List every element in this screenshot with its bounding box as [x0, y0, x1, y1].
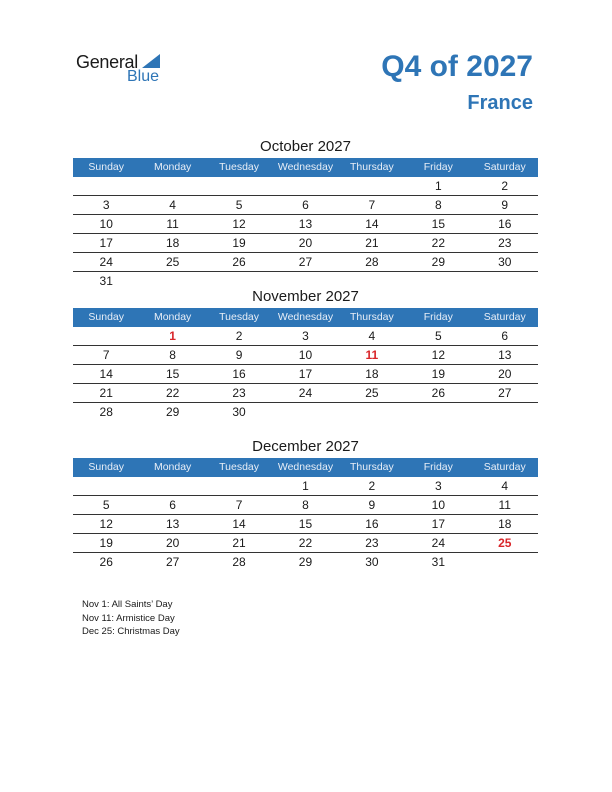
day-cell: 20	[165, 536, 180, 550]
weekday-label: Monday	[153, 461, 192, 473]
day-cell: 13	[165, 517, 180, 531]
week-row	[73, 215, 538, 234]
week-row	[73, 365, 538, 384]
day-cell	[206, 477, 272, 495]
weekday-label: Friday	[423, 311, 453, 323]
holiday-note: Dec 25: Christmas Day	[82, 626, 180, 637]
weekday-label: Wednesday	[277, 161, 334, 173]
weekday-label: Sunday	[88, 461, 125, 473]
day-cell	[472, 403, 538, 422]
day-cell: 19	[431, 367, 445, 381]
day-cell: 30	[365, 555, 379, 569]
day-cell: 8	[302, 498, 309, 512]
day-cell: 16	[232, 367, 246, 381]
holiday-notes	[82, 598, 180, 639]
day-cell	[139, 177, 205, 195]
day-cell	[206, 177, 272, 195]
day-cell: 17	[431, 517, 445, 531]
day-cell: 12	[99, 517, 113, 531]
day-cell: 6	[302, 198, 309, 212]
weekday-label: Sunday	[88, 311, 125, 323]
weekday-label: Saturday	[483, 161, 526, 173]
day-cell: 23	[365, 536, 379, 550]
day-cell: 21	[365, 236, 379, 250]
day-cell: 15	[165, 367, 180, 381]
day-cell: 3	[302, 329, 309, 343]
day-cell: 20	[498, 367, 512, 381]
holiday-day-cell: 1	[169, 329, 176, 343]
weekday-label: Monday	[153, 161, 192, 173]
weekday-label: Wednesday	[277, 461, 334, 473]
day-cell: 16	[365, 517, 379, 531]
week-row	[73, 496, 538, 515]
week-row	[73, 253, 538, 272]
day-cell	[73, 177, 139, 195]
week-row	[73, 177, 538, 196]
weekday-label: Tuesday	[219, 311, 259, 323]
weekday-label: Thursday	[350, 311, 394, 323]
day-cell: 19	[99, 536, 113, 550]
day-cell: 31	[431, 555, 445, 569]
weekday-label: Sunday	[88, 161, 125, 173]
day-cell: 2	[368, 479, 376, 493]
week-row	[73, 234, 538, 253]
weekday-header	[73, 158, 538, 177]
day-cell: 26	[99, 555, 113, 569]
day-cell: 7	[368, 198, 376, 212]
weekday-label: Thursday	[350, 161, 394, 173]
day-cell: 14	[365, 217, 379, 231]
day-cell: 10	[431, 498, 445, 512]
week-row	[73, 534, 538, 553]
day-cell: 14	[232, 517, 246, 531]
weekday-label: Saturday	[483, 461, 526, 473]
day-cell: 28	[99, 405, 113, 419]
day-cell	[339, 177, 405, 195]
day-cell: 23	[498, 236, 512, 250]
day-cell	[405, 403, 471, 422]
logo-general-text: General	[76, 52, 138, 72]
month-calendar	[73, 136, 538, 291]
day-cell	[272, 403, 338, 422]
month-calendar	[73, 286, 538, 422]
day-cell: 18	[498, 517, 512, 531]
week-row	[73, 196, 538, 215]
week-row	[73, 346, 538, 365]
day-cell: 29	[298, 555, 313, 569]
weekday-label: Friday	[423, 461, 453, 473]
day-cell: 23	[232, 386, 246, 400]
holiday-day-cell: 25	[498, 536, 512, 550]
day-cell: 4	[169, 198, 176, 212]
week-row	[73, 327, 538, 346]
day-cell: 20	[298, 236, 313, 250]
day-cell: 12	[232, 217, 246, 231]
day-cell: 24	[298, 386, 313, 400]
weekday-label: Monday	[153, 311, 192, 323]
day-cell: 24	[431, 536, 445, 550]
day-cell: 15	[298, 517, 313, 531]
day-cell: 19	[232, 236, 246, 250]
day-cell: 3	[434, 479, 442, 493]
holiday-day-cell: 11	[365, 348, 379, 362]
weekday-label: Tuesday	[219, 161, 259, 173]
month-title: November 2027	[252, 288, 359, 305]
day-cell	[472, 553, 538, 572]
day-cell: 22	[165, 386, 180, 400]
day-cell: 7	[235, 498, 243, 512]
week-row	[73, 553, 538, 572]
day-cell: 15	[431, 217, 445, 231]
day-cell: 10	[99, 217, 113, 231]
day-cell: 1	[434, 179, 442, 193]
logo-triangle-icon	[142, 54, 160, 68]
day-cell	[73, 327, 139, 345]
week-row	[73, 384, 538, 403]
day-cell: 18	[365, 367, 379, 381]
day-cell	[139, 477, 205, 495]
day-cell: 14	[99, 367, 113, 381]
day-cell	[73, 477, 139, 495]
day-cell: 27	[165, 555, 180, 569]
day-cell: 17	[298, 367, 313, 381]
day-cell	[272, 177, 338, 195]
weekday-label: Wednesday	[277, 311, 334, 323]
day-cell: 5	[235, 198, 243, 212]
month-calendar	[73, 436, 538, 572]
holiday-note: Nov 1: All Saints’ Day	[82, 599, 173, 610]
day-cell: 21	[232, 536, 246, 550]
day-cell: 9	[368, 498, 376, 512]
day-cell: 16	[498, 217, 512, 231]
weekday-label: Tuesday	[219, 461, 259, 473]
day-cell: 11	[166, 217, 179, 231]
day-cell: 25	[165, 255, 180, 269]
month-title: December 2027	[252, 438, 359, 455]
day-cell: 24	[99, 255, 113, 269]
day-cell: 4	[501, 479, 509, 493]
day-cell: 11	[498, 498, 511, 512]
weekday-label: Friday	[423, 161, 453, 173]
weekday-label: Thursday	[350, 461, 394, 473]
day-cell: 13	[498, 348, 512, 362]
week-row	[73, 477, 538, 496]
day-cell: 13	[298, 217, 313, 231]
day-cell: 7	[102, 348, 110, 362]
page-title: Q4 of 2027	[381, 50, 533, 83]
day-cell: 29	[431, 255, 445, 269]
day-cell: 8	[169, 348, 176, 362]
weekday-header	[73, 308, 538, 327]
day-cell: 17	[99, 236, 113, 250]
day-cell: 29	[165, 405, 180, 419]
day-cell: 6	[501, 329, 509, 343]
day-cell: 27	[298, 255, 313, 269]
day-cell: 3	[102, 198, 110, 212]
country-name: France	[467, 92, 533, 114]
day-cell: 25	[365, 386, 379, 400]
day-cell: 2	[501, 179, 509, 193]
day-cell: 10	[298, 348, 313, 362]
day-cell: 9	[501, 198, 509, 212]
day-cell: 2	[235, 329, 243, 343]
day-cell: 5	[102, 498, 110, 512]
day-cell: 31	[99, 274, 113, 288]
weekday-header	[73, 458, 538, 477]
month-title: October 2027	[260, 138, 351, 155]
week-row	[73, 403, 538, 422]
day-cell: 12	[431, 348, 445, 362]
logo	[76, 52, 176, 92]
weekday-label: Saturday	[483, 311, 526, 323]
day-cell	[339, 403, 405, 422]
day-cell: 1	[302, 479, 309, 493]
day-cell: 28	[365, 255, 379, 269]
day-cell: 27	[498, 386, 512, 400]
day-cell: 9	[235, 348, 243, 362]
day-cell: 30	[232, 405, 246, 419]
day-cell: 28	[232, 555, 246, 569]
holiday-note: Nov 11: Armistice Day	[82, 612, 175, 624]
day-cell: 18	[165, 236, 180, 250]
day-cell: 8	[434, 198, 442, 212]
day-cell: 26	[431, 386, 445, 400]
day-cell: 5	[434, 329, 442, 343]
day-cell: 22	[298, 536, 313, 550]
day-cell: 6	[169, 498, 176, 512]
day-cell: 22	[431, 236, 445, 250]
week-row	[73, 515, 538, 534]
logo-blue-text: Blue	[127, 68, 160, 85]
day-cell: 21	[99, 386, 113, 400]
day-cell: 26	[232, 255, 246, 269]
day-cell: 30	[498, 255, 512, 269]
day-cell: 4	[368, 329, 376, 343]
